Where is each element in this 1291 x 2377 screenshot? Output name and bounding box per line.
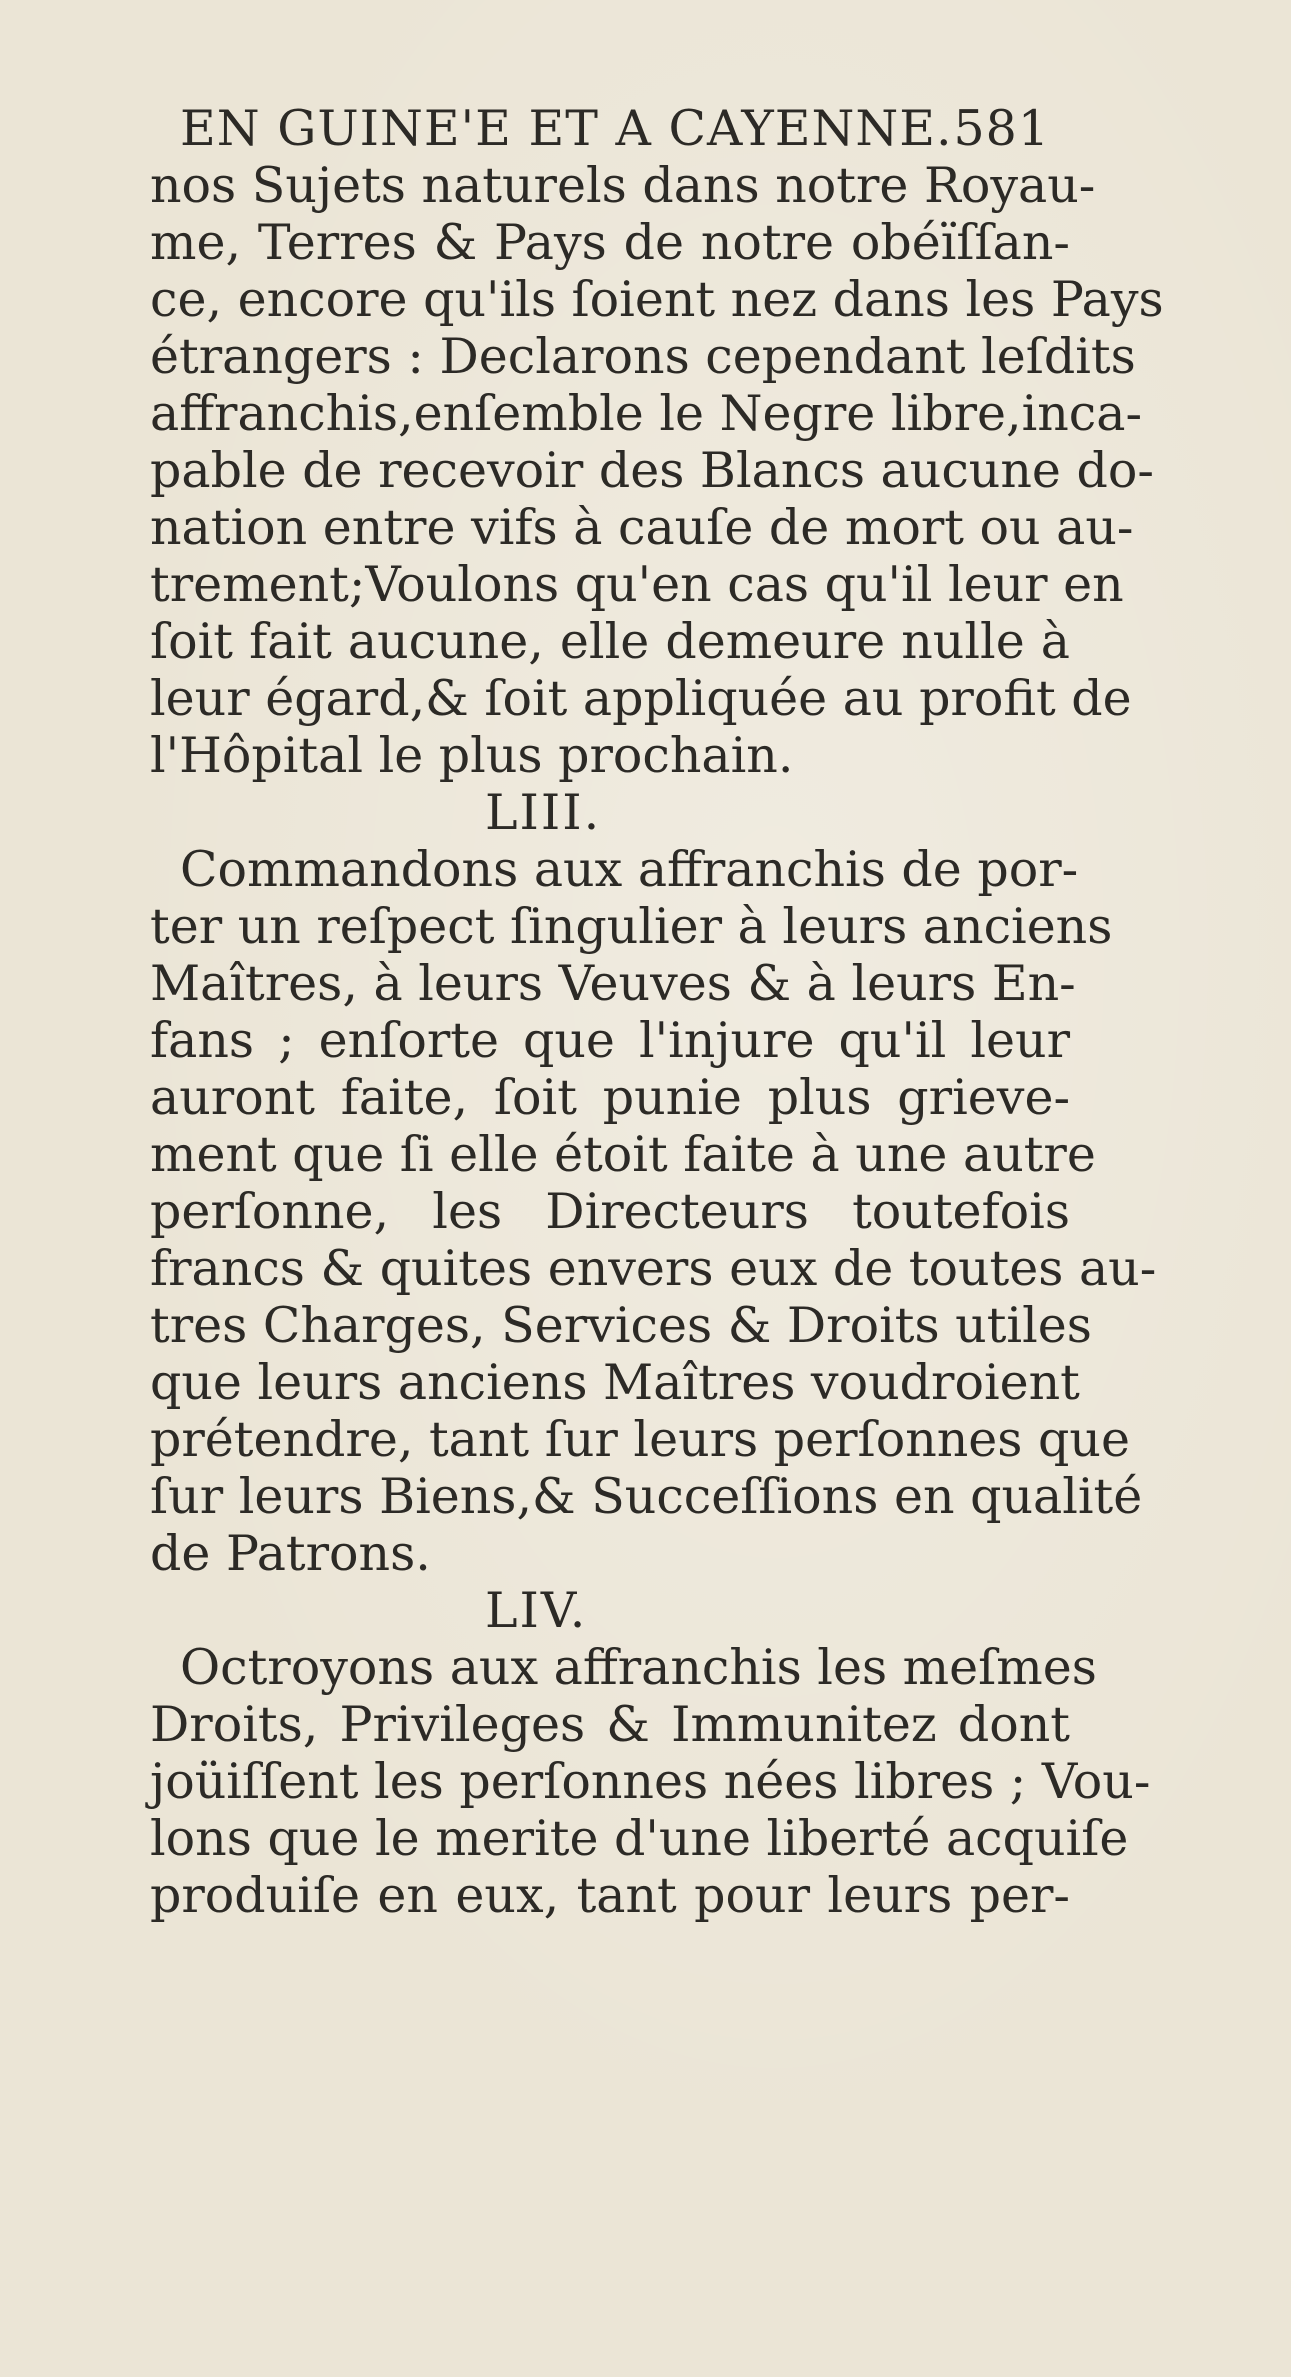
text-line: joüiſſent les perſonnes nées libres ; Vou- [150,1753,1151,1810]
text-line: nation entre vifs à cauſe de mort ou au- [150,499,1134,556]
text-line: prétendre, tant ſur leurs perſonnes que [150,1411,1130,1468]
text-line: Maîtres, à leurs Veuves & à leurs En- [150,955,1076,1012]
text-line: trement;Voulons qu'en cas qu'il leur en [150,556,1124,613]
text-line: pable de recevoir des Blancs aucune do- [150,442,1154,499]
text-line: fans ; enſorte que l'injure qu'il leur [150,1012,1070,1069]
text-line: ter un reſpect ſingulier à leurs anciens [150,898,1113,955]
text-block [150,100,1164,1924]
text-line: étrangers : Declarons cependant leſdits [150,328,1136,385]
article-54-text [150,1639,1151,1924]
running-title: EN GUINE'E ET A CAYENNE. [180,100,953,157]
text-line: ce, encore qu'ils ſoient nez dans les Pays [150,271,1164,328]
text-line: que leurs anciens Maîtres voudroient [150,1354,1080,1411]
text-line: ſur leurs Biens,& Succeſſions en qualité [150,1468,1143,1525]
article-53-title: LIII. [485,784,602,841]
text-line: de Patrons. [150,1525,431,1582]
text-line: leur égard,& ſoit appliquée au profit de [150,670,1132,727]
text-line: Droits, Privileges & Immunitez dont [150,1696,1070,1753]
text-line: nos Sujets naturels dans notre Royau- [150,157,1096,214]
text-line: me, Terres & Pays de notre obéïſſan- [150,214,1070,271]
text-line: perſonne, les Directeurs toutefois [150,1183,1070,1240]
text-line: Octroyons aux affranchis les meſmes [180,1639,1097,1696]
running-header [150,100,1070,157]
text-line: affranchis,enſemble le Negre libre,inca- [150,385,1143,442]
text-line: auront faite, ſoit punie plus grieve- [150,1069,1070,1126]
text-line: Commandons aux affranchis de por- [180,841,1079,898]
article-53-text [150,841,1157,1582]
text-line: ment que ſi elle étoit faite à une autre [150,1126,1096,1183]
article-54-title: LIV. [485,1582,588,1639]
text-line: produiſe en eux, tant pour leurs per- [150,1867,1070,1924]
page-number: 581 [953,100,1050,157]
text-line: tres Charges, Services & Droits utiles [150,1297,1092,1354]
text-line: l'Hôpital le plus prochain. [150,727,794,784]
text-line: lons que le merite d'une liberté acquiſe [150,1810,1129,1867]
paragraph-continuation [150,157,1164,784]
text-line: francs & quites envers eux de toutes au- [150,1240,1157,1297]
text-line: ſoit fait aucune, elle demeure nulle à [150,613,1070,670]
